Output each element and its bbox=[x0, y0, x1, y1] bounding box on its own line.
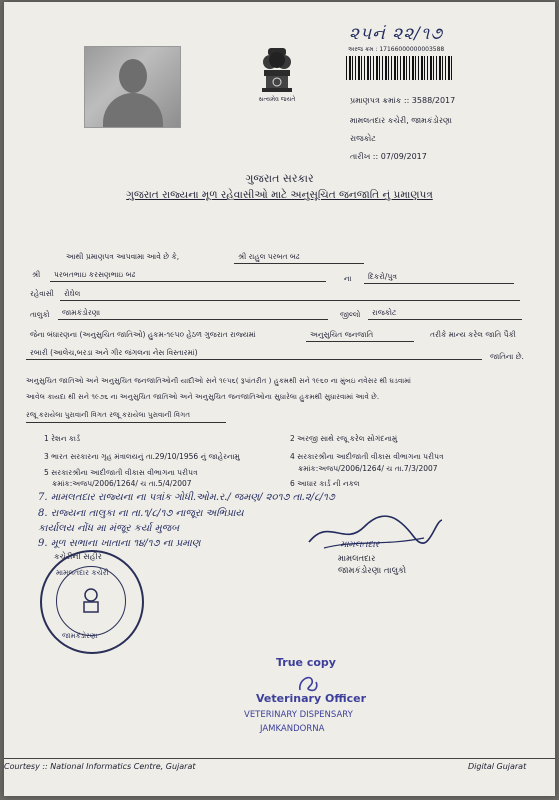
paragraph-line-1: અનુસુચિત જાતિઓ અને અનુસુચિત જનજાતિઓની યાદીઓ સને ૧૯૫૬( રૂપાંતરીત ) હુકમથી સને ૧૯૬૦ ના મુંબઇ નવેસર થી ઘડવામાં bbox=[26, 376, 412, 385]
doc-item: 5 સરકારશ્રીના આદીજાતી વીકાસ વીભાગના પરીપત્ર bbox=[44, 468, 198, 477]
office-signature-label: કચેરીની સહીર bbox=[54, 552, 102, 561]
doc-item: ક્રમાંક:અજપ/2006/1264/ ચ તા.5/4/2007 bbox=[52, 479, 192, 488]
caste-text: જેના બંધારણના (અનુસુચિત જાતિઓ) હુકમ-૧૯૫૦ હેઠળ ગુજરાત રાજ્યમાં bbox=[30, 330, 256, 339]
application-number: અરજ ક્રમ : 17166000000003588 bbox=[348, 46, 445, 53]
intro-text: આથી પ્રમાણપત્ર આપવામા આવે છે કે, bbox=[66, 252, 180, 261]
true-copy-label: True copy bbox=[276, 656, 336, 669]
paragraph-line-2: આવેલ કાયદા થી સને ૧૯૭૬ ના અનુસુચિત જાતિઓ અને અનુસુચિત જનજાતિઓના સુધારેલા હુકમથી સુધારવામાં આવે છે. bbox=[26, 392, 380, 401]
dispensary-name: VETERINARY DISPENSARY bbox=[244, 710, 353, 720]
doc-item: ક્રમાંક:અજપ/2006/1264/ ચ તા.7/3/2007 bbox=[298, 464, 438, 473]
signature-title: મામલતદાર bbox=[340, 540, 380, 550]
resident-village: રોઘેલ bbox=[64, 289, 81, 298]
paragraph-line-3: રજૂ કરાયેલા પુરાવાની વિગત રજૂ કરાયેલા પુરાવાની વિગત bbox=[26, 410, 191, 419]
certificate-number: પ્રમાણપત્ર ક્રમાંક :: 3588/2017 bbox=[350, 96, 456, 105]
doc-item: 6 આધાર કાર્ડ ની નકલ bbox=[290, 479, 360, 488]
handwritten-note: 9. મૂળ સભાના ખાતાના ૧૪/૧૭ ના પ્રમાણ bbox=[38, 538, 201, 549]
signature-office: જામકંડોરણા તાલુકો bbox=[338, 566, 407, 576]
emblem-caption: સત્યમેવ જયતે bbox=[258, 96, 296, 103]
doc-item: 3 ભારત સરકારના ગૃહ મંત્રાલયનું તા.29/10/1956 નું જાહેરનામુ bbox=[44, 452, 240, 461]
government-heading: ગુજરાત સરકાર bbox=[245, 172, 314, 185]
veterinary-officer: Veterinary Officer bbox=[256, 692, 366, 705]
doc-item: 2 અરજી સાથે રજૂ કરેલ સોગંદનામું bbox=[290, 434, 398, 443]
of-label: ના bbox=[344, 274, 352, 283]
doc-item: 1 રેશન કાર્ડ bbox=[44, 434, 81, 443]
district-value: રાજકોટ bbox=[372, 308, 397, 317]
true-copy-signature-icon bbox=[296, 672, 320, 694]
taluka-value: જામકંડોરણા bbox=[62, 308, 101, 317]
tribe-name: રબારી (આલેચ,બરડા અને ગીર જંગલના નેસ વિસ્તારમાં) bbox=[30, 348, 198, 357]
handwritten-note: 8. રાજ્યના તાલુકા ના તા.૧/૮/૧૭ નાજૂરા અભિપ્રાય bbox=[38, 508, 244, 519]
barcode bbox=[346, 56, 454, 80]
footer-brand: Digital Gujarat bbox=[468, 762, 527, 771]
issue-date: તારીખ :: 07/09/2017 bbox=[350, 152, 427, 161]
applicant-photo bbox=[84, 46, 181, 128]
doc-item: 4 સરકારશ્રીના આદીજાતી વીકાસ વીભાગના પરીપત્ર bbox=[290, 452, 444, 461]
seal-emblem-icon bbox=[78, 586, 104, 618]
handwritten-register-number: ૨૫નં ૨૨/૧૭ bbox=[349, 24, 444, 44]
taluka-label: તાલુકો bbox=[30, 310, 50, 319]
district-label: જીલ્લો bbox=[340, 310, 361, 319]
relation: દિકરો/પુત્ર bbox=[368, 272, 397, 281]
handwritten-note: કાર્યાલય નોંધ મા મંજૂર કર્યા મુજબ bbox=[38, 523, 180, 534]
dispensary-location: JAMKANDORNA bbox=[260, 724, 325, 734]
office-seal bbox=[40, 550, 144, 654]
caste-value: અનુસુચિત જનજાતિ bbox=[310, 330, 374, 339]
father-name: પરબતભાઇ કરસણભાઇ બઢ bbox=[54, 270, 136, 279]
caste-suffix: તરીકે માન્ય કરેલ જાતિ પૈકી bbox=[430, 330, 516, 339]
footer-credit: Courtesy :: National Informatics Centre, Gujarat bbox=[4, 762, 196, 771]
issuing-office: મામલતદાર કચેરી, જામકંડોરણા bbox=[350, 116, 452, 125]
signature-designation: મામલતદાર bbox=[338, 554, 376, 564]
holder-name: શ્રી રાહુલ પરબત બઢ bbox=[238, 252, 300, 261]
seal-text-top: મામલતદાર કચેરી bbox=[56, 568, 109, 577]
seal-text-bottom: જામકંડોરણા bbox=[62, 632, 98, 640]
handwritten-note: 7. મામલતદાર રાજ્યના ના પત્રાંક ગોધી.ઓમ.ર./ જમણ/ ૨૦૧૭ તા.૨/૮/૧૭ bbox=[38, 492, 335, 503]
tribe-suffix: જાતિના છે. bbox=[490, 352, 524, 361]
certificate-page bbox=[4, 2, 555, 796]
issuing-district: રાજકોટ bbox=[350, 134, 376, 143]
state-emblem-icon bbox=[252, 42, 302, 102]
shri-label: શ્રી bbox=[32, 270, 41, 279]
certificate-title: ગુજરાત રાજ્યના મૂળ રહેવાસીઓ માટે અનુસૂચિત જનજાતિ નું પ્રમાણપત્ર bbox=[126, 189, 433, 201]
resident-label: રહેવાસી bbox=[30, 289, 54, 298]
